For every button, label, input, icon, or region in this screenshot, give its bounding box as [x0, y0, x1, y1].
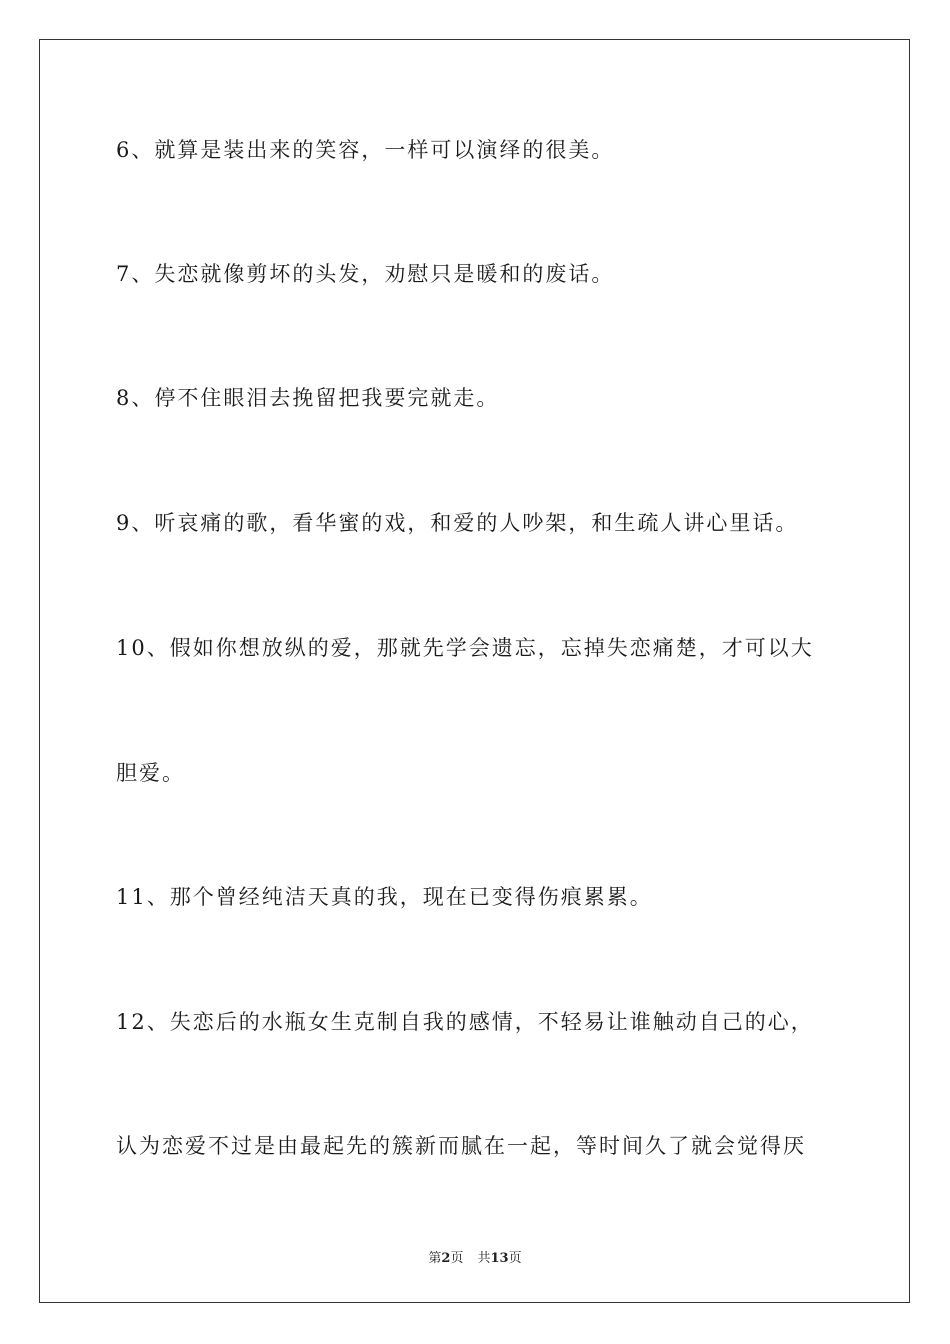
- page-prefix: 第: [428, 1251, 442, 1266]
- text-line-7: 7、失恋就像剪坏的头发，劝慰只是暖和的废话。: [116, 262, 615, 286]
- text-line-12-continued: 认为恋爱不过是由最起先的簇新而腻在一起，等时间久了就会觉得厌: [116, 1134, 806, 1158]
- total-suffix: 页: [508, 1251, 522, 1266]
- total-pages: 13: [490, 1251, 509, 1266]
- page-footer: [0, 1247, 950, 1266]
- text-line-6: 6、就算是装出来的笑容，一样可以演绎的很美。: [116, 138, 615, 162]
- text-line-10: 10、假如你想放纵的爱，那就先学会遗忘，忘掉失恋痛楚，才可以大: [116, 636, 814, 660]
- text-line-10-continued: 胆爱。: [116, 761, 185, 785]
- text-line-12: 12、失恋后的水瓶女生克制自我的感情，不轻易让谁触动自己的心，: [116, 1010, 814, 1034]
- page-border: [39, 39, 910, 1303]
- total-prefix: 共: [477, 1251, 491, 1266]
- text-line-9: 9、听哀痛的歌，看华蜜的戏，和爱的人吵架，和生疏人讲心里话。: [116, 511, 799, 535]
- page-suffix: 页: [450, 1251, 464, 1266]
- text-line-11: 11、那个曾经纯洁天真的我，现在已变得伤痕累累。: [116, 885, 653, 909]
- page-number: 2: [441, 1251, 451, 1266]
- text-line-8: 8、停不住眼泪去挽留把我要完就走。: [116, 386, 500, 410]
